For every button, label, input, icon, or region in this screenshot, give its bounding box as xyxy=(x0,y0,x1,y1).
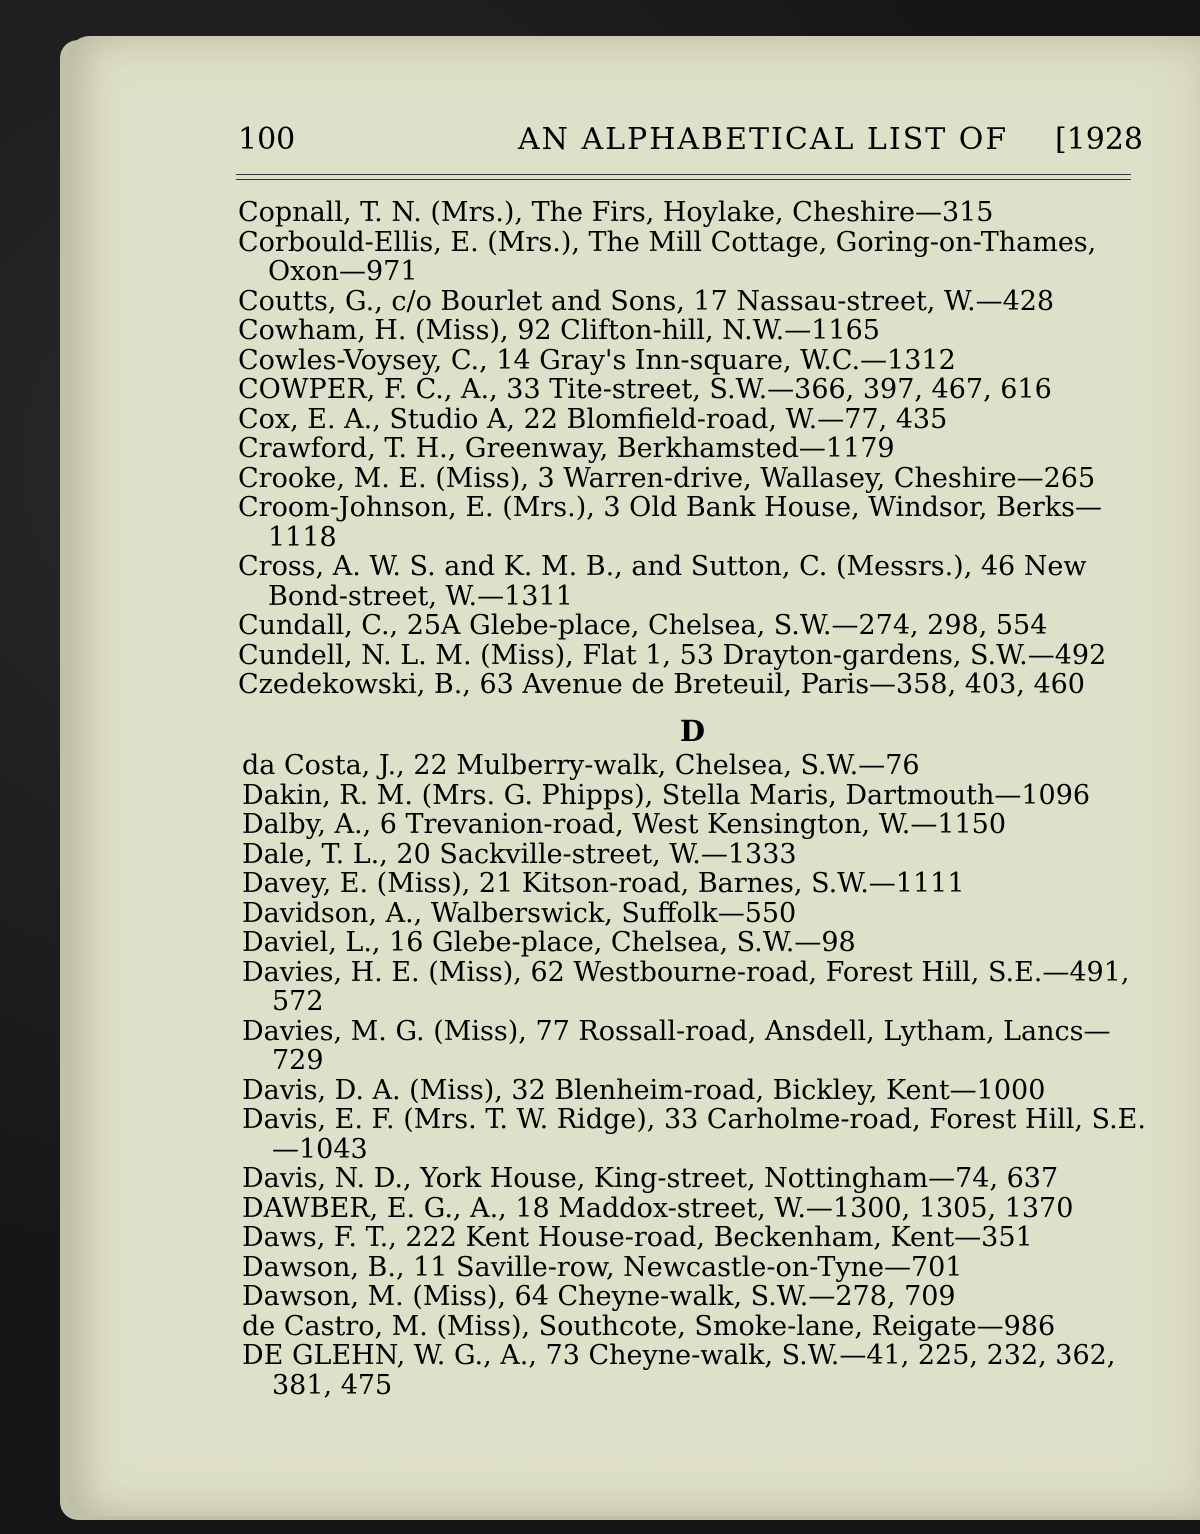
list-item: COWPER, F. C., A., 33 Tite-street, S.W.—366, 397, 467, 616 xyxy=(238,374,1052,405)
list-item: Cross, A. W. S. and K. M. B., and Sutton, C. (Messrs.), 46 New Bond-street, W.—1311 xyxy=(238,551,1087,612)
page-number: 100 xyxy=(238,122,296,157)
list-item: Dakin, R. M. (Mrs. G. Phipps), Stella Maris, Dartmouth—1096 xyxy=(242,779,1091,811)
list-item: Coutts, G., c/o Bourlet and Sons, 17 Nassau-street, W.—428 xyxy=(238,285,1055,317)
list-item: Cundall, C., 25A Glebe-place, Chelsea, S.W.—274, 298, 554 xyxy=(238,610,1048,641)
list-item: Davis, D. A. (Miss), 32 Blenheim-road, Bickley, Kent—1000 xyxy=(242,1074,1046,1106)
list-item: Daws, F. T., 222 Kent House-road, Beckenham, Kent—351 xyxy=(242,1222,1033,1253)
entries-c-list xyxy=(238,198,1148,700)
list-item: Davey, E. (Miss), 21 Kitson-road, Barnes, S.W.—1111 xyxy=(242,868,965,899)
list-item: Dalby, A., 6 Trevanion-road, West Kensington, W.—1150 xyxy=(242,809,1007,840)
list-item: Davidson, A., Walberswick, Suffolk—550 xyxy=(242,897,797,929)
list-item: DE GLEHN, W. G., A., 73 Cheyne-walk, S.W.—41, 225, 232, 362, 381, 475 xyxy=(242,1340,1116,1401)
header-rule-top xyxy=(236,174,1131,175)
entries-d-list xyxy=(242,751,1148,1400)
list-item: Croom-Johnson, E. (Mrs.), 3 Old Bank House, Windsor, Berks—1118 xyxy=(238,492,1103,553)
section-heading-d: D xyxy=(679,714,707,748)
list-item: DAWBER, E. G., A., 18 Maddox-street, W.—1300, 1305, 1370 xyxy=(242,1192,1074,1224)
list-item: Crawford, T. H., Greenway, Berkhamsted—1179 xyxy=(238,433,895,464)
list-item: Cowham, H. (Miss), 92 Clifton-hill, N.W.—1165 xyxy=(238,315,880,346)
list-item: Dale, T. L., 20 Sackville-street, W.—1333 xyxy=(242,838,797,870)
list-item: Corbould-Ellis, E. (Mrs.), The Mill Cottage, Goring-on-Thames, Oxon—971 xyxy=(238,226,1097,287)
list-item: Crooke, M. E. (Miss), 3 Warren-drive, Wallasey, Cheshire—265 xyxy=(238,462,1096,494)
list-item: Czedekowski, B., 63 Avenue de Breteuil, Paris—358, 403, 460 xyxy=(238,669,1085,700)
list-item: Davies, M. G. (Miss), 77 Rossall-road, Ansdell, Lytham, Lancs—729 xyxy=(242,1015,1111,1076)
header-rule-bottom xyxy=(236,179,1131,180)
list-item: da Costa, J., 22 Mulberry-walk, Chelsea, S.W.—76 xyxy=(242,750,920,781)
list-item: Daviel, L., 16 Glebe-place, Chelsea, S.W.—98 xyxy=(242,927,856,958)
header-year: [1928 xyxy=(1054,122,1143,157)
list-item: Dawson, M. (Miss), 64 Cheyne-walk, S.W.—278, 709 xyxy=(242,1281,956,1312)
list-item: Copnall, T. N. (Mrs.), The Firs, Hoylake, Cheshire—315 xyxy=(238,197,994,228)
list-item: Davis, N. D., York House, King-street, Nottingham—74, 637 xyxy=(242,1163,1059,1194)
list-item: Cowles-Voysey, C., 14 Gray's Inn-square, W.C.—1312 xyxy=(238,344,956,376)
list-item: Dawson, B., 11 Saville-row, Newcastle-on-Tyne—701 xyxy=(242,1251,963,1283)
list-item: Davis, E. F. (Mrs. T. W. Ridge), 33 Carholme-road, Forest Hill, S.E.—1043 xyxy=(242,1104,1146,1165)
page-title: AN ALPHABETICAL LIST OF xyxy=(518,122,1009,157)
list-item: Davies, H. E. (Miss), 62 Westbourne-road, Forest Hill, S.E.—491, 572 xyxy=(242,956,1130,1017)
running-header xyxy=(168,122,1143,166)
list-item: Cox, E. A., Studio A, 22 Blomfield-road, W.—77, 435 xyxy=(238,403,948,435)
list-item: de Castro, M. (Miss), Southcote, Smoke-lane, Reigate—986 xyxy=(242,1310,1056,1342)
list-item: Cundell, N. L. M. (Miss), Flat 1, 53 Drayton-gardens, S.W.—492 xyxy=(238,639,1107,671)
